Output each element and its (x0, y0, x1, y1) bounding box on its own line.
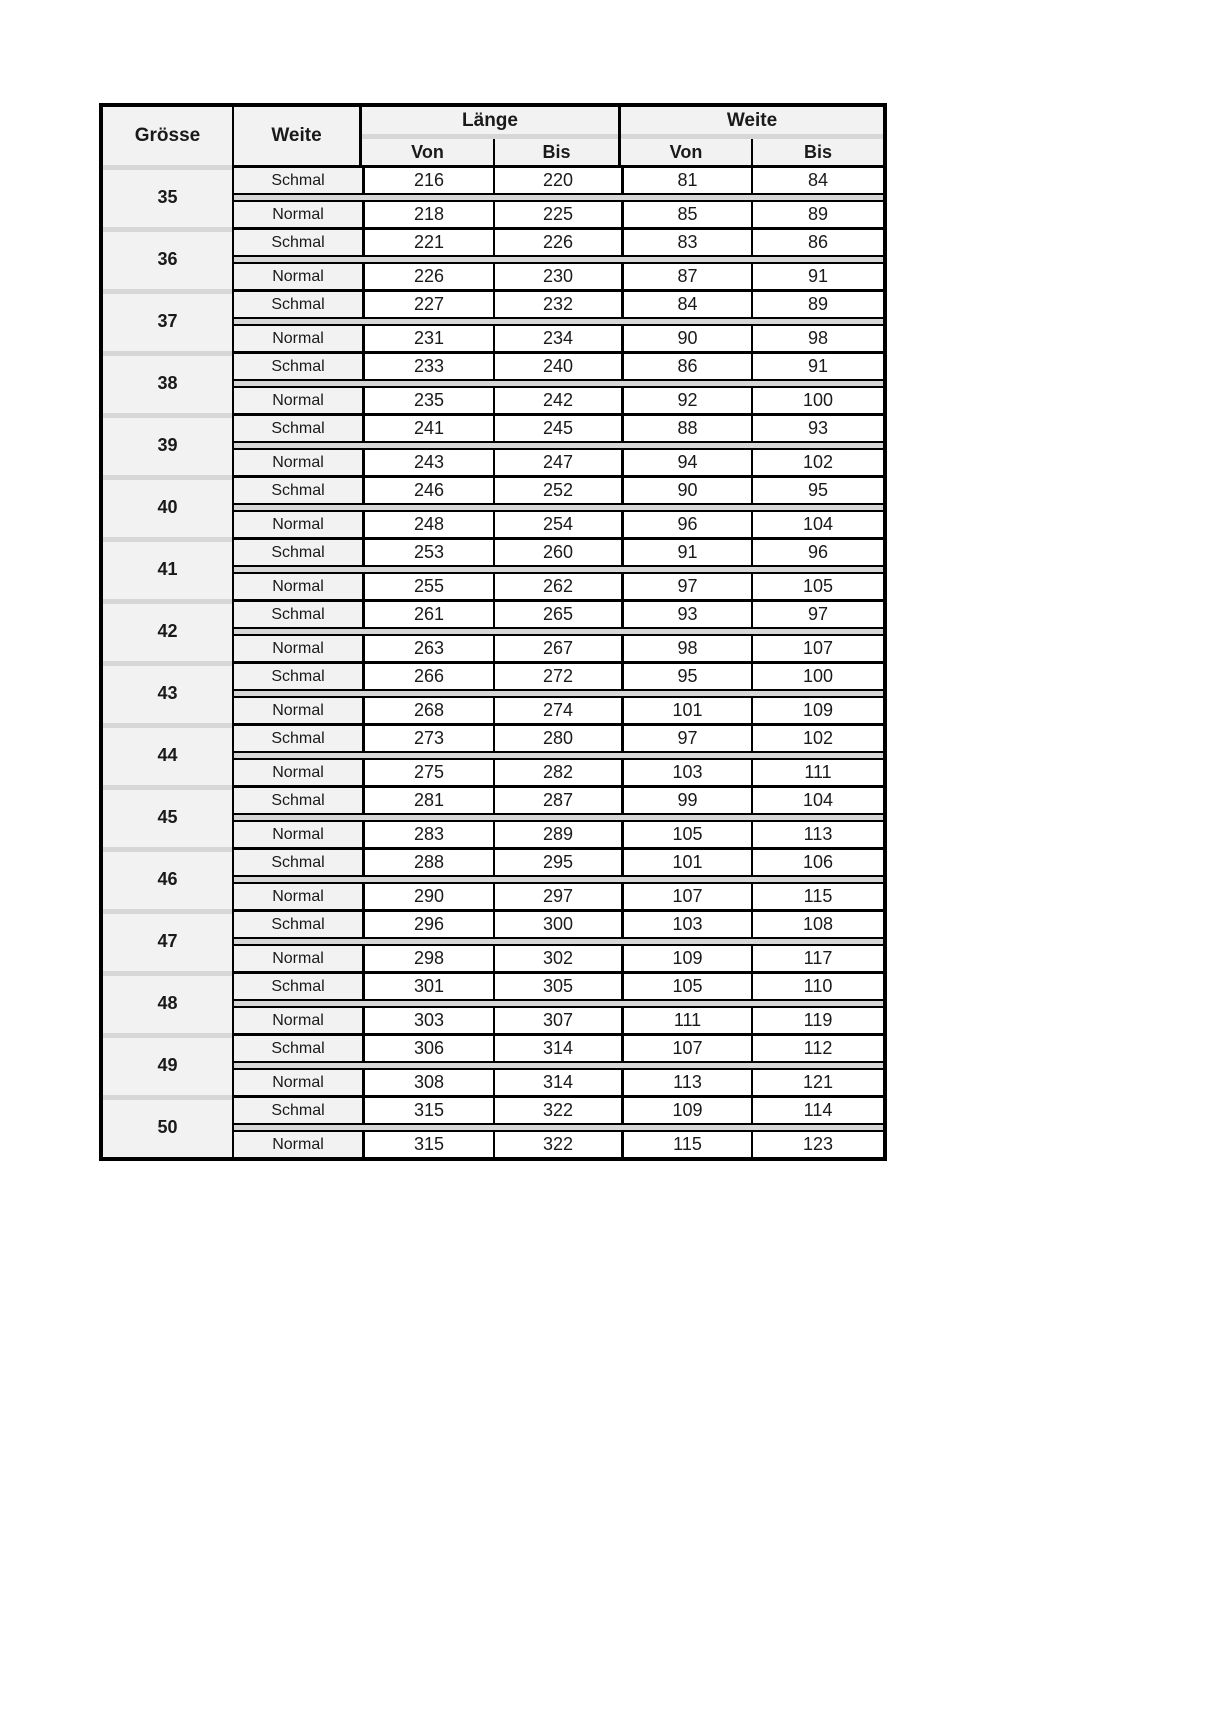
table-row-normal (234, 944, 883, 971)
weite-bis-cell: 114 (751, 1098, 883, 1123)
laenge-bis-cell: 322 (493, 1132, 621, 1157)
laenge-bis-cell: 314 (493, 1036, 621, 1061)
weite-von-cell: 91 (621, 540, 751, 565)
size-value: 36 (157, 249, 178, 269)
size-cell (103, 971, 234, 1033)
size-separator-band (103, 475, 232, 480)
table-row-schmal (234, 664, 883, 691)
weite-von-cell: 113 (621, 1070, 751, 1095)
size-value: 43 (157, 683, 178, 703)
size-group-data (234, 537, 883, 599)
table-row-normal (234, 200, 883, 227)
weite-variant-cell: Normal (234, 1008, 362, 1033)
weite-bis-cell: 121 (751, 1070, 883, 1095)
size-group-data (234, 599, 883, 661)
weite-variant-cell: Normal (234, 1132, 362, 1157)
weite-bis-cell: 119 (751, 1008, 883, 1033)
table-row-normal (234, 758, 883, 785)
laenge-bis-cell: 252 (493, 478, 621, 503)
laenge-bis-cell: 242 (493, 388, 621, 413)
laenge-bis-cell: 225 (493, 202, 621, 227)
laenge-bis-cell: 272 (493, 664, 621, 689)
laenge-von-cell: 308 (362, 1070, 493, 1095)
table-row-normal (234, 820, 883, 847)
laenge-von-cell: 261 (362, 602, 493, 627)
table-row-normal (234, 324, 883, 351)
laenge-von-cell: 253 (362, 540, 493, 565)
laenge-von-cell: 303 (362, 1008, 493, 1033)
weite-von-cell: 90 (621, 478, 751, 503)
laenge-von-cell: 288 (362, 850, 493, 875)
laenge-von-cell: 233 (362, 354, 493, 379)
size-value: 41 (157, 559, 178, 579)
laenge-von-cell: 241 (362, 416, 493, 441)
size-cell (103, 785, 234, 847)
size-group-row (103, 227, 883, 289)
size-separator-band (103, 971, 232, 976)
size-group-data (234, 971, 883, 1033)
weite-bis-cell: 105 (751, 574, 883, 599)
laenge-bis-cell: 247 (493, 450, 621, 475)
weite-variant-cell: Normal (234, 450, 362, 475)
size-value: 35 (157, 187, 178, 207)
weite-variant-cell: Schmal (234, 540, 362, 565)
table-row-schmal (234, 292, 883, 319)
laenge-bis-cell: 307 (493, 1008, 621, 1033)
size-value: 42 (157, 621, 178, 641)
table-row-schmal (234, 540, 883, 567)
table-row-schmal (234, 354, 883, 381)
table-row-schmal (234, 788, 883, 815)
table-row-schmal (234, 230, 883, 257)
laenge-bis-cell: 295 (493, 850, 621, 875)
laenge-bis-cell: 234 (493, 326, 621, 351)
size-group-row (103, 289, 883, 351)
size-separator-band (103, 165, 232, 170)
weite-von-cell: 107 (621, 884, 751, 909)
size-group-row (103, 971, 883, 1033)
table-row-normal (234, 634, 883, 661)
size-separator-band (103, 599, 232, 604)
size-group-data (234, 661, 883, 723)
weite-bis-cell: 98 (751, 326, 883, 351)
size-separator-band (103, 1033, 232, 1038)
laenge-von-cell: 283 (362, 822, 493, 847)
weite-variant-cell: Schmal (234, 230, 362, 255)
size-separator-band (103, 537, 232, 542)
laenge-von-cell: 246 (362, 478, 493, 503)
header-laenge: Länge (462, 109, 518, 131)
size-group-row (103, 909, 883, 971)
weite-variant-cell: Normal (234, 636, 362, 661)
size-value: 50 (157, 1117, 178, 1137)
size-group-data (234, 289, 883, 351)
weite-variant-cell: Schmal (234, 1098, 362, 1123)
weite-variant-cell: Normal (234, 1070, 362, 1095)
laenge-bis-cell: 302 (493, 946, 621, 971)
laenge-von-cell: 273 (362, 726, 493, 751)
header-laenge-von: Von (411, 141, 444, 162)
size-cell (103, 227, 234, 289)
weite-von-cell: 92 (621, 388, 751, 413)
weite-bis-cell: 104 (751, 512, 883, 537)
weite-variant-cell: Schmal (234, 788, 362, 813)
laenge-bis-cell: 226 (493, 230, 621, 255)
size-value: 38 (157, 373, 178, 393)
size-value: 46 (157, 869, 178, 889)
weite-variant-cell: Normal (234, 512, 362, 537)
weite-von-cell: 94 (621, 450, 751, 475)
weite-von-cell: 85 (621, 202, 751, 227)
weite-von-cell: 105 (621, 822, 751, 847)
size-separator-band (103, 847, 232, 852)
size-value: 44 (157, 745, 178, 765)
weite-variant-cell: Schmal (234, 726, 362, 751)
header-weite-section (621, 107, 883, 165)
size-cell (103, 1033, 234, 1095)
size-cell (103, 909, 234, 971)
laenge-von-cell: 231 (362, 326, 493, 351)
weite-variant-cell: Normal (234, 884, 362, 909)
table-row-normal (234, 262, 883, 289)
laenge-bis-cell: 274 (493, 698, 621, 723)
size-separator-band (103, 289, 232, 294)
size-separator-band (103, 723, 232, 728)
size-cell (103, 1095, 234, 1157)
weite-von-cell: 95 (621, 664, 751, 689)
weite-variant-cell: Schmal (234, 292, 362, 317)
header-weite-von: Von (669, 141, 703, 162)
weite-variant-cell: Schmal (234, 478, 362, 503)
laenge-von-cell: 255 (362, 574, 493, 599)
size-group-row (103, 1095, 883, 1157)
laenge-von-cell: 315 (362, 1132, 493, 1157)
laenge-bis-cell: 297 (493, 884, 621, 909)
weite-von-cell: 97 (621, 574, 751, 599)
table-row-schmal (234, 168, 883, 195)
size-group-data (234, 847, 883, 909)
size-value: 37 (157, 311, 178, 331)
table-row-schmal (234, 726, 883, 753)
size-separator-band (103, 351, 232, 356)
weite-bis-cell: 89 (751, 202, 883, 227)
size-group-data (234, 227, 883, 289)
laenge-bis-cell: 220 (493, 168, 621, 193)
size-group-row (103, 475, 883, 537)
laenge-bis-cell: 282 (493, 760, 621, 785)
weite-variant-cell: Normal (234, 326, 362, 351)
weite-bis-cell: 117 (751, 946, 883, 971)
size-cell (103, 847, 234, 909)
laenge-von-cell: 290 (362, 884, 493, 909)
weite-variant-cell: Normal (234, 946, 362, 971)
size-cell (103, 475, 234, 537)
size-group-row (103, 413, 883, 475)
table-row-schmal (234, 478, 883, 505)
laenge-von-cell: 227 (362, 292, 493, 317)
size-separator-band (103, 413, 232, 418)
table-row-normal (234, 572, 883, 599)
weite-variant-cell: Schmal (234, 974, 362, 999)
size-group-data (234, 413, 883, 475)
size-group-row (103, 165, 883, 227)
weite-bis-cell: 106 (751, 850, 883, 875)
laenge-bis-cell: 322 (493, 1098, 621, 1123)
weite-bis-cell: 91 (751, 264, 883, 289)
size-group-data (234, 1033, 883, 1095)
weite-variant-cell: Schmal (234, 1036, 362, 1061)
weite-von-cell: 98 (621, 636, 751, 661)
weite-variant-cell: Schmal (234, 912, 362, 937)
weite-von-cell: 101 (621, 698, 751, 723)
laenge-bis-cell: 305 (493, 974, 621, 999)
weite-variant-cell: Normal (234, 822, 362, 847)
laenge-bis-cell: 289 (493, 822, 621, 847)
size-group-data (234, 909, 883, 971)
size-cell (103, 537, 234, 599)
table-row-schmal (234, 1036, 883, 1063)
weite-bis-cell: 100 (751, 388, 883, 413)
weite-bis-cell: 113 (751, 822, 883, 847)
size-group-data (234, 475, 883, 537)
weite-von-cell: 93 (621, 602, 751, 627)
weite-bis-cell: 112 (751, 1036, 883, 1061)
laenge-bis-cell: 265 (493, 602, 621, 627)
table-row-normal (234, 882, 883, 909)
size-separator-band (103, 661, 232, 666)
size-value: 47 (157, 931, 178, 951)
weite-bis-cell: 107 (751, 636, 883, 661)
weite-von-cell: 88 (621, 416, 751, 441)
size-cell (103, 413, 234, 475)
weite-von-cell: 83 (621, 230, 751, 255)
weite-bis-cell: 84 (751, 168, 883, 193)
weite-bis-cell: 102 (751, 450, 883, 475)
weite-bis-cell: 108 (751, 912, 883, 937)
weite-bis-cell: 100 (751, 664, 883, 689)
weite-von-cell: 86 (621, 354, 751, 379)
header-laenge-section (362, 107, 621, 165)
laenge-von-cell: 266 (362, 664, 493, 689)
weite-bis-cell: 93 (751, 416, 883, 441)
size-cell (103, 351, 234, 413)
weite-variant-cell: Schmal (234, 168, 362, 193)
laenge-bis-cell: 245 (493, 416, 621, 441)
size-separator-band (103, 785, 232, 790)
weite-variant-cell: Normal (234, 760, 362, 785)
size-value: 49 (157, 1055, 178, 1075)
size-cell (103, 165, 234, 227)
weite-bis-cell: 91 (751, 354, 883, 379)
size-value: 40 (157, 497, 178, 517)
laenge-von-cell: 296 (362, 912, 493, 937)
laenge-bis-cell: 262 (493, 574, 621, 599)
weite-variant-cell: Normal (234, 574, 362, 599)
table-row-normal (234, 696, 883, 723)
weite-von-cell: 105 (621, 974, 751, 999)
weite-von-cell: 90 (621, 326, 751, 351)
weite-bis-cell: 86 (751, 230, 883, 255)
header-laenge-bis: Bis (493, 139, 618, 165)
weite-von-cell: 81 (621, 168, 751, 193)
header-weite: Weite (234, 107, 362, 165)
weite-bis-cell: 123 (751, 1132, 883, 1157)
size-group-row (103, 847, 883, 909)
table-row-normal (234, 510, 883, 537)
table-row-schmal (234, 416, 883, 443)
weite-bis-cell: 102 (751, 726, 883, 751)
size-cell (103, 289, 234, 351)
size-cell (103, 599, 234, 661)
size-separator-band (103, 909, 232, 914)
laenge-von-cell: 275 (362, 760, 493, 785)
weite-bis-cell: 104 (751, 788, 883, 813)
laenge-bis-cell: 254 (493, 512, 621, 537)
weite-von-cell: 84 (621, 292, 751, 317)
weite-bis-cell: 109 (751, 698, 883, 723)
weite-variant-cell: Schmal (234, 354, 362, 379)
laenge-bis-cell: 240 (493, 354, 621, 379)
table-row-normal (234, 1006, 883, 1033)
size-group-data (234, 351, 883, 413)
size-group-row (103, 785, 883, 847)
weite-variant-cell: Schmal (234, 850, 362, 875)
laenge-von-cell: 248 (362, 512, 493, 537)
laenge-von-cell: 216 (362, 168, 493, 193)
size-group-data (234, 165, 883, 227)
table-row-schmal (234, 1098, 883, 1125)
size-chart-table (99, 103, 887, 1161)
size-group-row (103, 351, 883, 413)
size-group-row (103, 599, 883, 661)
table-row-normal (234, 1068, 883, 1095)
weite-von-cell: 107 (621, 1036, 751, 1061)
weite-variant-cell: Schmal (234, 664, 362, 689)
size-group-data (234, 723, 883, 785)
laenge-von-cell: 226 (362, 264, 493, 289)
laenge-von-cell: 218 (362, 202, 493, 227)
table-body (103, 165, 883, 1157)
laenge-bis-cell: 300 (493, 912, 621, 937)
size-value: 39 (157, 435, 178, 455)
weite-von-cell: 99 (621, 788, 751, 813)
weite-variant-cell: Normal (234, 698, 362, 723)
table-row-schmal (234, 850, 883, 877)
size-cell (103, 661, 234, 723)
laenge-von-cell: 306 (362, 1036, 493, 1061)
table-row-schmal (234, 602, 883, 629)
laenge-von-cell: 243 (362, 450, 493, 475)
weite-bis-cell: 110 (751, 974, 883, 999)
weite-von-cell: 97 (621, 726, 751, 751)
weite-bis-cell: 89 (751, 292, 883, 317)
header-weite-bis: Bis (751, 139, 883, 165)
size-value: 45 (157, 807, 178, 827)
weite-variant-cell: Normal (234, 388, 362, 413)
weite-von-cell: 109 (621, 1098, 751, 1123)
laenge-von-cell: 281 (362, 788, 493, 813)
weite-bis-cell: 96 (751, 540, 883, 565)
weite-variant-cell: Schmal (234, 416, 362, 441)
header-weite-group: Weite (726, 109, 778, 131)
weite-variant-cell: Schmal (234, 602, 362, 627)
table-row-normal (234, 386, 883, 413)
weite-von-cell: 103 (621, 912, 751, 937)
size-group-row (103, 1033, 883, 1095)
laenge-von-cell: 263 (362, 636, 493, 661)
table-row-schmal (234, 912, 883, 939)
weite-von-cell: 115 (621, 1132, 751, 1157)
laenge-bis-cell: 230 (493, 264, 621, 289)
weite-bis-cell: 111 (751, 760, 883, 785)
size-group-row (103, 661, 883, 723)
size-group-data (234, 785, 883, 847)
laenge-bis-cell: 314 (493, 1070, 621, 1095)
weite-von-cell: 103 (621, 760, 751, 785)
weite-von-cell: 111 (621, 1008, 751, 1033)
weite-bis-cell: 95 (751, 478, 883, 503)
laenge-von-cell: 235 (362, 388, 493, 413)
size-value: 48 (157, 993, 178, 1013)
size-group-row (103, 537, 883, 599)
laenge-bis-cell: 280 (493, 726, 621, 751)
weite-bis-cell: 97 (751, 602, 883, 627)
weite-variant-cell: Normal (234, 264, 362, 289)
laenge-bis-cell: 287 (493, 788, 621, 813)
laenge-von-cell: 221 (362, 230, 493, 255)
weite-von-cell: 109 (621, 946, 751, 971)
size-separator-band (103, 227, 232, 232)
weite-von-cell: 101 (621, 850, 751, 875)
laenge-von-cell: 315 (362, 1098, 493, 1123)
weite-variant-cell: Normal (234, 202, 362, 227)
table-row-schmal (234, 974, 883, 1001)
table-row-normal (234, 1130, 883, 1157)
size-group-data (234, 1095, 883, 1157)
laenge-von-cell: 268 (362, 698, 493, 723)
table-header (103, 107, 883, 165)
laenge-von-cell: 298 (362, 946, 493, 971)
laenge-von-cell: 301 (362, 974, 493, 999)
size-separator-band (103, 1095, 232, 1100)
table-row-normal (234, 448, 883, 475)
weite-von-cell: 87 (621, 264, 751, 289)
laenge-bis-cell: 260 (493, 540, 621, 565)
header-groesse: Grösse (103, 107, 234, 165)
size-group-row (103, 723, 883, 785)
size-cell (103, 723, 234, 785)
weite-bis-cell: 115 (751, 884, 883, 909)
weite-von-cell: 96 (621, 512, 751, 537)
laenge-bis-cell: 232 (493, 292, 621, 317)
laenge-bis-cell: 267 (493, 636, 621, 661)
